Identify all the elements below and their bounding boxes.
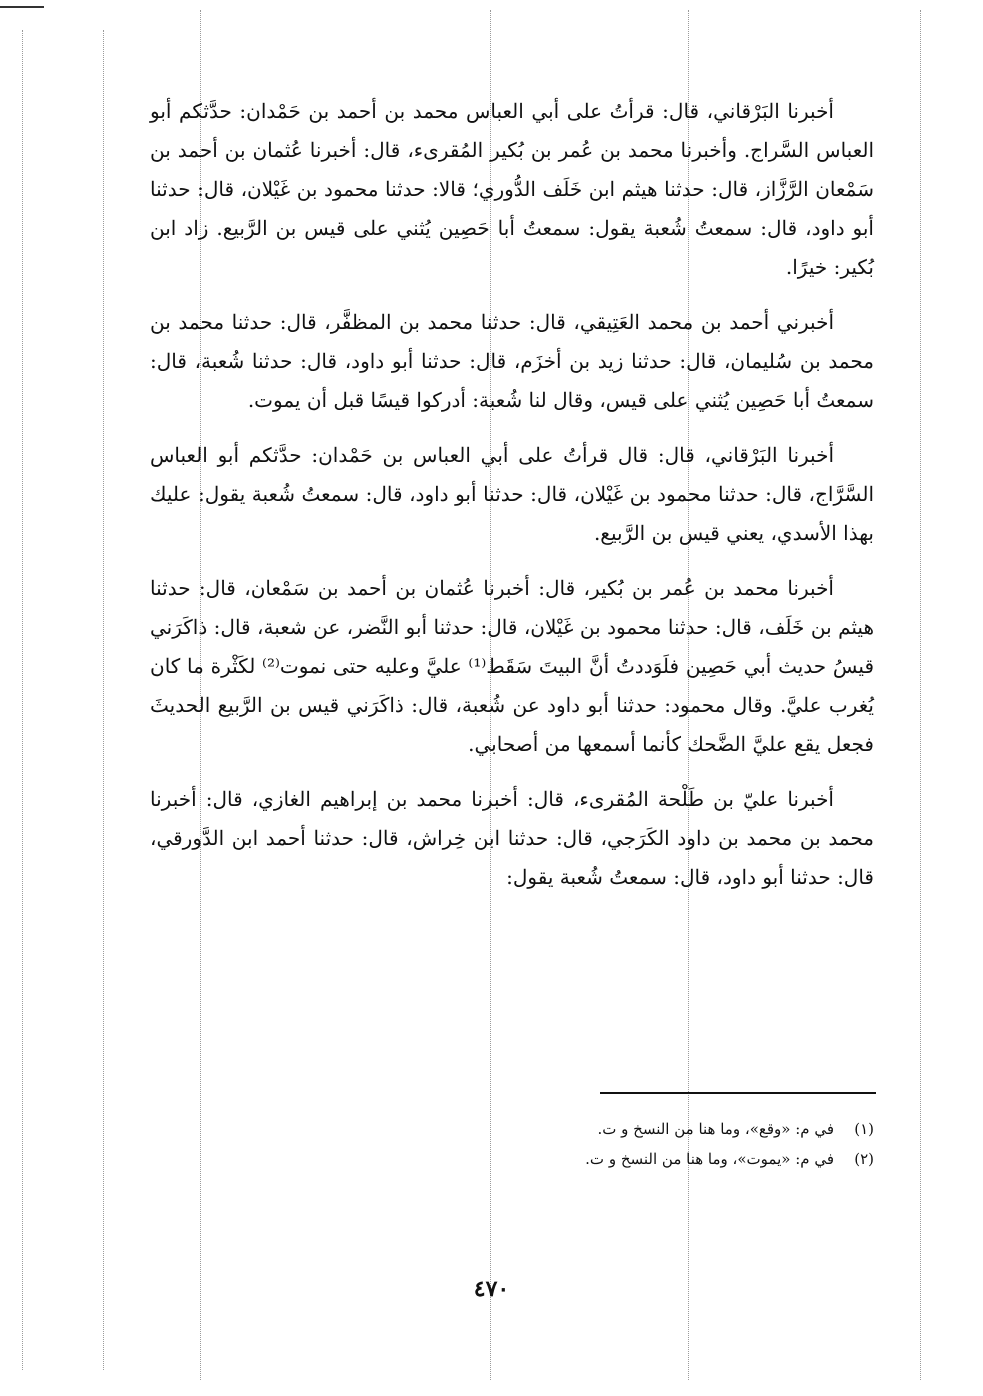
scan-artifact-line xyxy=(103,30,105,1370)
paragraph xyxy=(150,780,874,897)
paragraph-text: أخبرنا البَرْقاني، قال: قرأتُ على أبي العباس محمد بن أحمد بن حَمْدان: حدَّثكم أبو العباس السَّراج. وأخبرنا محمد بن عُمر بن بُكير المُقرىء، قال: أخبرنا عُثمان بن أحمد بن سَمْعان الرَّزَّاز، قال: حدثنا هيثم ابن خَلَف الدُّوري؛ قالا: حدثنا محمود بن غَيْلان، قال: حدثنا أبو داود، قال: سمعتُ شُعبة يقول: سمعتُ أبا حَصِين يُثني على قيس بن الرَّبيع. زاد ابن بُكير: خيرًا. xyxy=(150,99,875,279)
footnote-text: في م: «وقع»، وما هنا من النسخ و ت. xyxy=(597,1120,834,1138)
scan-artifact-line xyxy=(920,10,922,1380)
paragraph-text: أخبرنا البَرْقاني، قال: قال قرأتُ على أبي العباس بن حَمْدان: حدَّثكم أبو العباس السَّرَّاج، قال: حدثنا محمود بن غَيْلان، قال: حدثنا أبو داود، قال: سمعتُ شُعبة يقول: عليك بهذا الأسدي، يعني قيس بن الرَّبيع. xyxy=(150,443,874,545)
footnotes xyxy=(400,1114,874,1174)
paragraph-text: أخبرنا محمد بن عُمر بن بُكير، قال: أخبرنا عُثمان بن أحمد بن سَمْعان، قال: حدثنا هيثم بن خَلَف، قال: حدثنا محمود بن غَيْلان، قال: حدثنا أبو النَّضر، عن شعبة، قال: ذاكَرَني قيسُ حديث أبي حَصِين فلَوَددتُ أنَّ البيتَ سَقَط⁽¹⁾ عليَّ وعليه حتى نموت⁽²⁾ لكَثْرة ما كان يُغرب عليَّ. وقال محمود: حدثنا أبو داود عن شُعبة، قال: ذاكَرَني قيس بن الرَّبيع الحديثَ فجعل يقع عليَّ الضَّحك كأنما أسمعها من أصحابي. xyxy=(150,576,875,756)
paragraph xyxy=(150,569,874,764)
footnote-number: (١) xyxy=(854,1120,874,1138)
paragraph-text: أخبرنا عليّ بن طَلْحة المُقرىء، قال: أخبرنا محمد بن إبراهيم الغازي، قال: أخبرنا محمد بن محمد بن داود الكَرَجي، قال: حدثنا ابن خِراش، قال: حدثنا أحمد ابن الدَّورقي، قال: حدثنا أبو داود، قال: سمعتُ شُعبة يقول: xyxy=(150,787,874,889)
paragraph xyxy=(150,92,874,287)
footnote-separator xyxy=(600,1092,876,1094)
footnote-number: (٢) xyxy=(854,1150,874,1168)
page-number: ٤٧٠ xyxy=(473,1276,510,1302)
scan-corner-mark xyxy=(0,6,44,8)
main-text xyxy=(150,92,874,897)
footnote-text: في م: «يموت»، وما هنا من النسخ و ت. xyxy=(585,1150,834,1168)
footnote xyxy=(400,1114,874,1144)
footnote xyxy=(400,1144,874,1174)
paragraph xyxy=(150,303,874,420)
scan-artifact-line xyxy=(22,30,24,1370)
paragraph-text: أخبرني أحمد بن محمد العَتِيقي، قال: حدثنا محمد بن المظفَّر، قال: حدثنا محمد بن محمد بن سُليمان، قال: حدثنا زيد بن أخزَم، قال: حدثنا أبو داود، قال: حدثنا شُعبة، قال: سمعتُ أبا حَصِين يُثني على قيس، وقال لنا شُعبة: أدركوا قيسًا قبل أن يموت. xyxy=(150,310,874,412)
paragraph xyxy=(150,436,874,553)
